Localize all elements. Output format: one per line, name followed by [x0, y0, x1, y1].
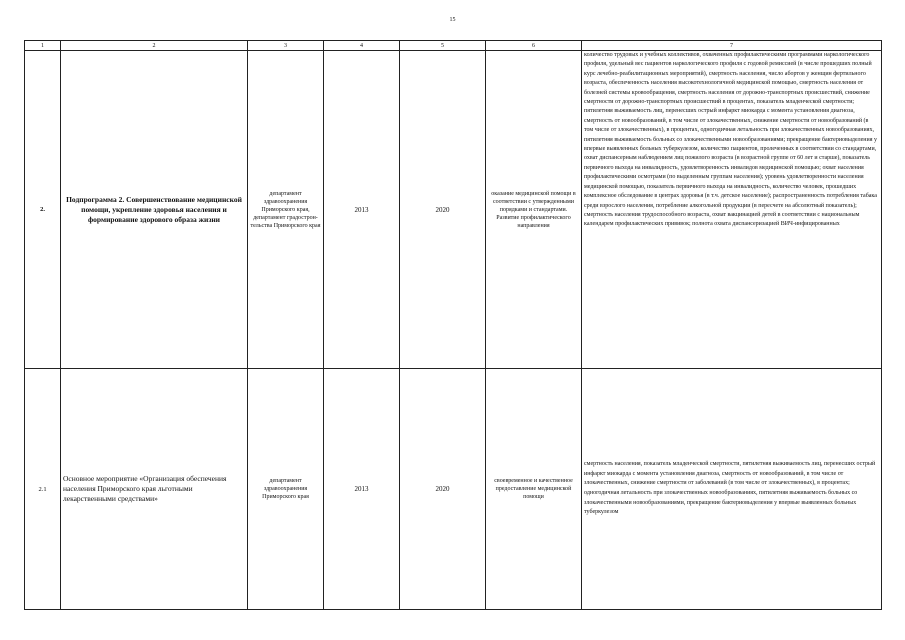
header-col-7: 7 — [582, 41, 882, 51]
row-end-year: 2020 — [400, 51, 486, 369]
row-indicators: смертность населения, показатель младенческой смертности, пятилетняя выживаемость лиц, перенесших острый инфаркт миокарда с момента установления диагноза, смертность от новообразований, в том числе от злокачественных, снижение смертности от заболеваний (в том числе от злокачественных), в процентах; одногодичная летальность при злокачественных новообразованиях, пятилетняя выживаемость больных со злокачественными новообразованиями, прекращение бактериовыделения у впервые выявленных больных туберкулезом — [582, 369, 882, 610]
row-start-year: 2013 — [324, 369, 400, 610]
header-col-5: 5 — [400, 41, 486, 51]
program-table — [24, 40, 882, 610]
page-number: 15 — [449, 17, 456, 23]
header-col-4: 4 — [324, 41, 400, 51]
row-number: 2. — [25, 51, 61, 369]
header-col-1: 1 — [25, 41, 61, 51]
row-title: Подпрограмма 2. Совершенствование медицинской помощи, укрепление здоровья населения и формирование здорового образа жизни — [61, 51, 248, 369]
table-row — [25, 369, 882, 610]
row-end-year: 2020 — [400, 369, 486, 610]
header-col-2: 2 — [61, 41, 248, 51]
header-row — [25, 41, 882, 51]
row-start-year: 2013 — [324, 51, 400, 369]
row-result: оказание медицинской помощи в соответствии с утвержденными порядками и стандартами. Развитие профилактического направления — [486, 51, 582, 369]
header-col-6: 6 — [486, 41, 582, 51]
row-executor: департамент здравоохранения Приморского края, департамент градострон-тельства Приморского края — [248, 51, 324, 369]
row-executor: департамент здравоохранения Приморского края — [248, 369, 324, 610]
table-row — [25, 51, 882, 369]
row-title: Основное мероприятие «Организация обеспечения населения Приморского края льготными лекарственными средствами» — [61, 369, 248, 610]
row-result: своевременное и качественное предоставление медицинской помощи — [486, 369, 582, 610]
row-indicators: количество трудовых и учебных коллективов, охваченных профилактическими программами наркологического профиля, удельный вес пациентов наркологического профиля с годовой ремиссией (в числе прошедших полный курс лечебно-реабилитационных мероприятий), смертность населения, число абортов у женщин фертильного возраста, обеспеченность населения высокотехнологичной медицинской помощью, смертность населения от болезней системы кровообращения, смертность населения от дорожно-транспортных происшествий, снижение смертности от дорожно-транспортных происшествий в процентах, показатель младенческой смертности; пятилетняя выживаемость лиц, перенесших острый инфаркт миокарда с момента установления диагноза, смертность от новообразований, в том числе от злокачественных, снижение смертности от новообразований (в том числе от злокачественных), в процентах, одногодичная летальность при злокачественных новообразованиях, пятилетняя выживаемость больных со злокачественными новообразованиями; прекращение бактериовыделения у впервые выявленных больных туберкулезом, количество пациентов, пролеченных в соответствии со стандартами, охват диспансерным наблюдением лиц пожилого возраста (в возрастной группе от 60 лет и старше), показатель первичного выхода на инвалидность, удовлетворенность инвалидов медицинской помощью; охват населения профилактическими осмотрами (по выделенным группам населения); уровень удовлетворенности населения медицинской помощью, показатель первичного выхода на инвалидность, количество человек, прошедших комплексное обследование в центрах здоровья (в т.ч. детское население); распространенность потребления табака среди взрослого населения, потребление алкогольной продукции (в пересчете на абсолютный показатель); смертность населения трудоспособного возраста, охват вакцинацией детей в соответствии с национальным календарем профилактических прививок; полнота охвата диспансеризацией ВИЧ-инфицированных — [582, 51, 882, 369]
header-col-3: 3 — [248, 41, 324, 51]
row-number: 2.1 — [25, 369, 61, 610]
